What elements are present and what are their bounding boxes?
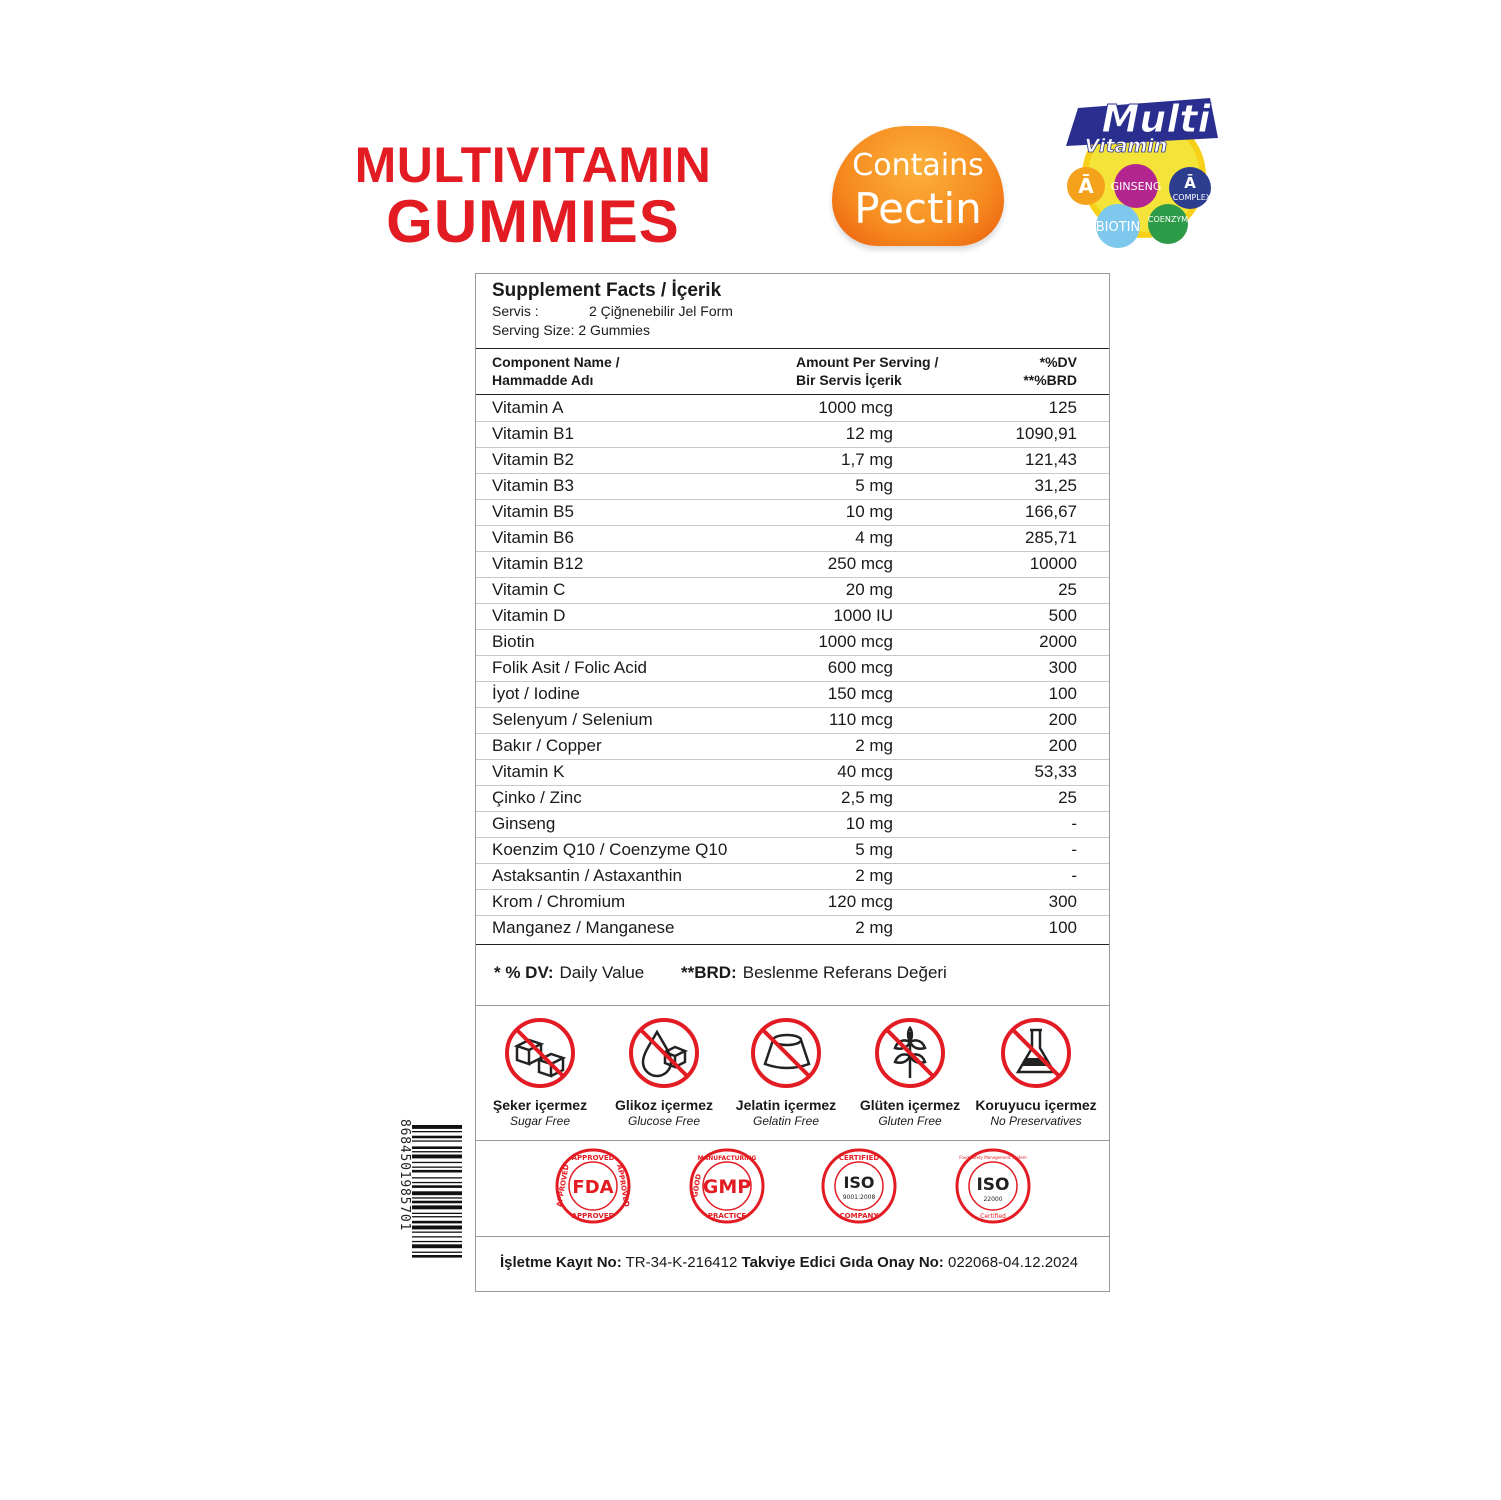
nutrient-name: Vitamin D [492, 606, 566, 625]
no-preservatives-item [974, 1016, 1098, 1128]
barcode-bar [412, 1221, 462, 1224]
nutrient-amount: 12 mg [845, 424, 893, 443]
sugar-free-item [478, 1016, 602, 1128]
fda-seal-ring-left: APPROVED [555, 1163, 571, 1208]
nutrient-amount: 10 mg [845, 502, 893, 521]
table-row [476, 421, 1109, 448]
no-preservatives-tr: Koruyucu içermez [975, 1097, 1097, 1113]
iso9001-seal-sub: 9001:2008 [842, 1194, 876, 1201]
gmp-seal-ring-left: GOOD [691, 1173, 704, 1198]
nutrient-name: Vitamin B2 [492, 450, 574, 469]
supplement-facts-panel [475, 273, 1110, 1292]
nutrient-amount: 150 mcg [827, 684, 893, 703]
serving-tr-label: Servis : [492, 303, 539, 319]
table-row [476, 577, 1109, 604]
legend-brd [681, 963, 947, 983]
column-header-amount-line2: Bir Servis İçerik [796, 372, 902, 388]
pectin-badge-line1: Contains [852, 148, 984, 183]
nutrient-dv: 2000 [1039, 632, 1077, 651]
divider [476, 1140, 1109, 1141]
table-row [476, 447, 1109, 474]
fda-seal-ring-bottom: APPROVED [571, 1212, 615, 1220]
wheat-icon [873, 1016, 947, 1090]
product-title-line2: GUMMIES [386, 188, 680, 255]
barcode-bars [412, 1125, 462, 1258]
no-preservatives-en: No Preservatives [990, 1114, 1082, 1128]
nutrient-name: Vitamin B5 [492, 502, 574, 521]
facts-header [492, 280, 733, 340]
nutrient-dv: 300 [1048, 892, 1077, 911]
nutrient-name: Vitamin C [492, 580, 566, 599]
nutrient-name: Vitamin B12 [492, 554, 584, 573]
iso9001-seal-ring-top: CERTIFIED [838, 1154, 880, 1162]
iso22000-seal-sub: 22000 [983, 1196, 1003, 1203]
table-row [476, 759, 1109, 786]
column-header-dv-line2: **%BRD [1023, 372, 1077, 388]
registration-value-2: 022068-04.12.2024 [947, 1254, 1079, 1271]
gelatin-icon [749, 1016, 823, 1090]
barcode-bar [412, 1232, 462, 1233]
nutrient-dv: 100 [1048, 684, 1077, 703]
glucose-free-item [602, 1016, 726, 1128]
nutrient-amount: 4 mg [855, 528, 893, 547]
fda-approved-seal [554, 1146, 632, 1226]
gmp-seal-ring-bottom: PRACTICE [707, 1212, 747, 1220]
nutrient-name: Manganez / Manganese [492, 918, 675, 937]
table-row [476, 551, 1109, 578]
nutrient-name: Astaksantin / Astaxanthin [492, 866, 682, 885]
nutrient-dv: 500 [1048, 606, 1077, 625]
iso22000-seal-ring-top: Food Safety Management System [959, 1155, 1027, 1160]
iso9001-seal-ring-bottom: COMPANY [839, 1212, 879, 1220]
registration-line [500, 1254, 1078, 1271]
nutrient-dv: 53,33 [1034, 762, 1077, 781]
nutrient-name: Vitamin B6 [492, 528, 574, 547]
nutrient-name: Selenyum / Selenium [492, 710, 653, 729]
legend-dv-value: Daily Value [559, 963, 645, 982]
barcode-bar [412, 1185, 462, 1188]
nutrient-dv: 10000 [1029, 554, 1077, 573]
registration-label-2: Takviye Edici Gıda Onay No: [741, 1254, 944, 1271]
nutrient-name: Bakır / Copper [492, 736, 602, 755]
glucose-drop-icon [627, 1016, 701, 1090]
fda-seal-center: FDA [572, 1177, 614, 1198]
gluten-free-tr: Glüten içermez [859, 1097, 961, 1113]
product-title-line1: MULTIVITAMIN [354, 137, 712, 193]
barcode-digits: 8684501985701 [397, 1119, 412, 1232]
table-row [476, 863, 1109, 890]
gelatin-free-tr: Jelatin içermez [735, 1097, 837, 1113]
table-row [476, 629, 1109, 656]
divider [476, 348, 1109, 349]
facts-title: Supplement Facts / İçerik [492, 280, 722, 301]
nutrient-dv: - [1071, 814, 1077, 833]
column-header-dv-line1: *%DV [1039, 354, 1077, 370]
nutrient-dv: 121,43 [1025, 450, 1077, 469]
complex-bubble-symbol: Ā [1184, 174, 1196, 192]
column-header-name-line1: Component Name / [492, 354, 620, 370]
nutrient-amount: 600 mcg [827, 658, 893, 677]
iso9001-seal-center: ISO [843, 1173, 875, 1192]
legend-brd-value: Beslenme Referans Değeri [742, 963, 947, 982]
gluten-free-item [848, 1016, 972, 1128]
barcode-bar [412, 1182, 462, 1183]
table-row [476, 525, 1109, 552]
barcode-bar [412, 1162, 462, 1163]
barcode-bar [412, 1201, 462, 1204]
column-header-amount-line1: Amount Per Serving / [796, 354, 939, 370]
serving-en [492, 321, 733, 340]
table-row [476, 655, 1109, 682]
registration-label-1: İşletme Kayıt No: [500, 1254, 622, 1271]
contains-pectin-badge [832, 126, 1004, 246]
barcode-bar [412, 1146, 462, 1149]
column-header-name [492, 353, 620, 389]
registration-value-1: TR-34-K-216412 [625, 1254, 738, 1271]
table-row [476, 473, 1109, 500]
nutrient-amount: 1000 IU [833, 606, 893, 625]
glucose-free-tr: Glikoz içermez [614, 1097, 714, 1113]
nutrient-name: Krom / Chromium [492, 892, 626, 911]
barcode-bar [412, 1155, 462, 1159]
gmp-seal [688, 1146, 766, 1226]
iso22000-seal-ring-bottom: Certified [980, 1213, 1006, 1220]
nutrient-dv: 300 [1048, 658, 1077, 677]
multivitamin-logo-title1: Multi [1101, 97, 1211, 141]
divider [476, 1236, 1109, 1237]
barcode-bar [412, 1131, 462, 1132]
gmp-seal-ring-top: MANUFACTURING [697, 1155, 757, 1162]
barcode-bar [412, 1197, 462, 1198]
column-header-amount [796, 353, 938, 389]
pectin-badge-line2: Pectin [854, 184, 982, 233]
barcode-bar [412, 1170, 462, 1173]
nutrient-amount: 40 mcg [837, 762, 893, 781]
nutrient-dv: 25 [1058, 788, 1077, 807]
product-title [336, 137, 730, 255]
barcode-bar [412, 1252, 462, 1253]
nutrient-dv: 25 [1058, 580, 1077, 599]
nutrient-dv: 31,25 [1034, 476, 1077, 495]
nutrient-amount: 2 mg [855, 736, 893, 755]
gelatin-free-en: Gelatin Free [752, 1114, 820, 1128]
divider [476, 1005, 1109, 1006]
table-row [476, 837, 1109, 864]
nutrient-amount: 250 mcg [827, 554, 893, 573]
barcode-bar [412, 1177, 462, 1178]
nutrient-amount: 1,7 mg [841, 450, 893, 469]
column-header-name-line2: Hammadde Adı [492, 372, 594, 388]
nutrient-amount: 2,5 mg [841, 788, 893, 807]
table-row [476, 707, 1109, 734]
sugar-cube-icon [503, 1016, 577, 1090]
nutrient-dv: 166,67 [1025, 502, 1077, 521]
fda-seal-ring-right: APPROVED [615, 1163, 631, 1208]
table-row [476, 889, 1109, 916]
nutrient-name: İyot / Iodine [492, 684, 580, 703]
table-row [476, 395, 1109, 422]
barcode-bar [412, 1236, 462, 1237]
nutrient-amount: 1000 mcg [818, 398, 893, 417]
table-row [476, 733, 1109, 760]
nutrient-dv: - [1071, 866, 1077, 885]
nutrient-name: Ginseng [492, 814, 556, 833]
nutrient-dv: 200 [1048, 736, 1077, 755]
nutrient-name: Çinko / Zinc [492, 788, 582, 807]
barcode-bar [412, 1216, 462, 1217]
barcode-bar [412, 1125, 462, 1129]
barcode-bar [412, 1136, 462, 1139]
fda-seal-ring-top: APPROVED [571, 1154, 615, 1162]
nutrient-name: Vitamin K [492, 762, 565, 781]
nutrient-amount: 20 mg [845, 580, 893, 599]
sugar-free-tr: Şeker içermez [492, 1097, 588, 1113]
table-row [476, 681, 1109, 708]
coenzyme-bubble [1148, 204, 1188, 244]
barcode-bar [412, 1140, 462, 1141]
nutrient-amount: 2 mg [855, 866, 893, 885]
barcode [392, 1117, 464, 1295]
nutrient-dv: 285,71 [1025, 528, 1077, 547]
nutrient-name: Folik Asit / Folic Acid [492, 658, 647, 677]
nutrient-dv: 1090,91 [1015, 424, 1077, 443]
serving-en-value: 2 Gummies [578, 322, 650, 338]
nutrient-name: Vitamin B3 [492, 476, 574, 495]
table-row [476, 499, 1109, 526]
nutrient-amount: 5 mg [855, 840, 893, 859]
flask-icon [999, 1016, 1073, 1090]
table-row [476, 603, 1109, 630]
ginseng-bubble-label: GINSENG [1110, 180, 1162, 193]
multivitamin-logo [1060, 76, 1222, 252]
legend-dv-key: * % DV: [494, 963, 554, 982]
column-header-dv [1023, 353, 1077, 389]
nutrient-dv: 125 [1048, 398, 1077, 417]
table-row [476, 915, 1109, 941]
glucose-free-en: Glucose Free [627, 1114, 701, 1128]
nutrient-dv: - [1071, 840, 1077, 859]
nutrient-amount: 10 mg [845, 814, 893, 833]
barcode-bar [412, 1151, 462, 1152]
barcode-bar [412, 1244, 462, 1248]
barcode-bar [412, 1255, 462, 1258]
nutrient-amount: 1000 mcg [818, 632, 893, 651]
coenzyme-bubble-label: COENZYM [1147, 215, 1189, 224]
legend-dv [494, 963, 644, 983]
nutrient-amount: 110 mcg [829, 710, 893, 729]
barcode-bar [412, 1167, 462, 1168]
nutrient-name: Vitamin B1 [492, 424, 574, 443]
nutrient-dv: 200 [1048, 710, 1077, 729]
iso-9001-seal [820, 1146, 898, 1226]
serving-tr [492, 302, 733, 321]
barcode-bar [412, 1226, 462, 1230]
barcode-bar [412, 1213, 462, 1214]
table-row [476, 785, 1109, 812]
barcode-bar [412, 1191, 462, 1195]
gmp-seal-center: GMP [702, 1176, 752, 1198]
multivitamin-logo-title2: Vitamin [1084, 135, 1168, 157]
gluten-free-en: Gluten Free [878, 1114, 942, 1128]
sugar-free-en: Sugar Free [509, 1114, 571, 1128]
nutrient-name: Vitamin A [492, 398, 564, 417]
divider [476, 944, 1109, 945]
biotin-bubble-label: BIOTIN [1095, 220, 1141, 235]
barcode-bar [412, 1241, 462, 1242]
legend-brd-key: **BRD: [681, 963, 737, 982]
nutrient-amount: 5 mg [855, 476, 893, 495]
table-row [476, 811, 1109, 838]
vitamin-a-bubble-label: Ā [1078, 174, 1094, 198]
nutrient-name: Biotin [492, 632, 535, 651]
serving-en-label: Serving Size: [492, 322, 575, 338]
nutrient-amount: 2 mg [855, 918, 893, 937]
complex-bubble-label: COMPLEX [1172, 193, 1212, 202]
gelatin-free-item [724, 1016, 848, 1128]
iso-22000-seal [954, 1146, 1032, 1226]
iso22000-seal-center: ISO [976, 1175, 1010, 1195]
nutrient-amount: 120 mcg [827, 892, 893, 911]
nutrient-dv: 100 [1048, 918, 1077, 937]
barcode-bar [412, 1205, 462, 1209]
nutrient-name: Koenzim Q10 / Coenzyme Q10 [492, 840, 728, 859]
serving-tr-value: 2 Çiğnenebilir Jel Form [589, 303, 733, 319]
